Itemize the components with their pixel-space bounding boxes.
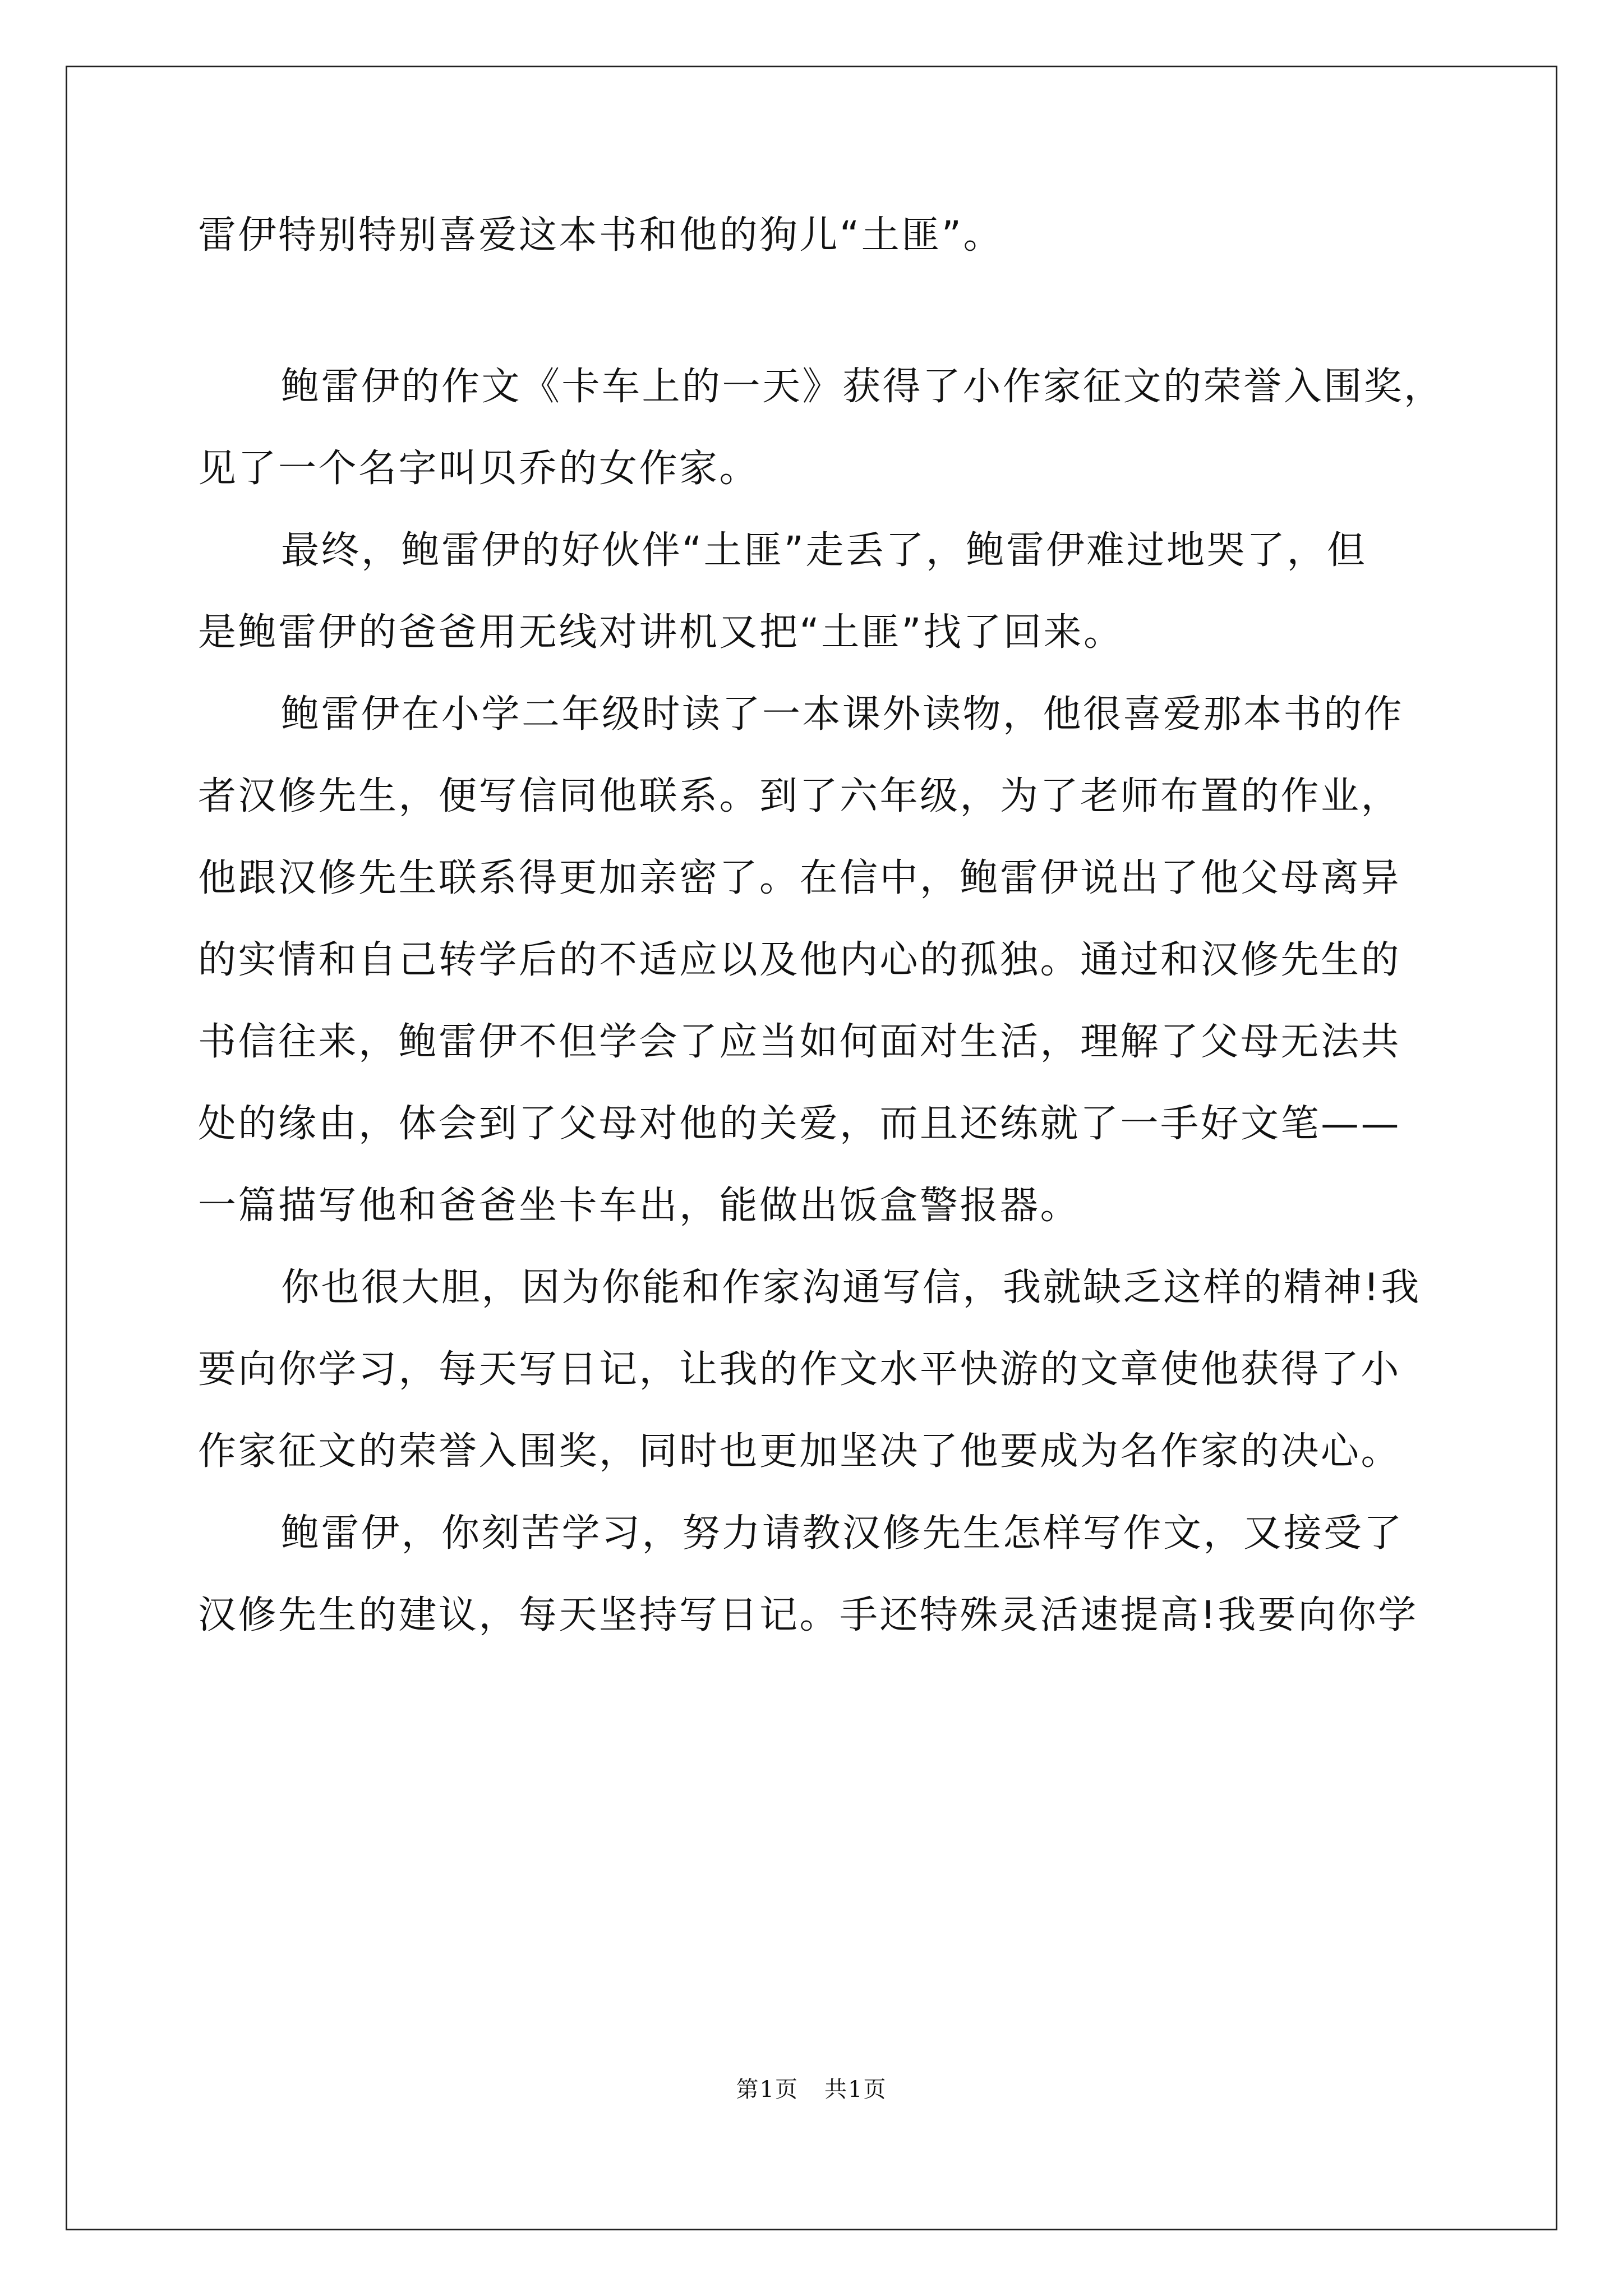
text-line: 的实情和自己转学后的不适应以及他内心的孤独。通过和汉修先生的	[198, 938, 1401, 982]
text-line: 作家征文的荣誉入围奖，同时也更加坚决了他要成为名作家的决心。	[198, 1429, 1401, 1474]
text-line: 他跟汉修先生联系得更加亲密了。在信中，鲍雷伊说出了他父母离异	[198, 856, 1401, 900]
text-line: 汉修先生的建议，每天坚持写日记。手还特殊灵活速提高!我要向你学	[198, 1593, 1418, 1637]
text-line: 是鲍雷伊的爸爸用无线对讲机又把“土匪”找了回来。	[198, 610, 1124, 655]
text-line: 鲍雷伊的作文《卡车上的一天》获得了小作家征文的荣誉入围奖，	[281, 365, 1444, 409]
text-line: 见了一个名字叫贝乔的女作家。	[198, 447, 760, 491]
text-line: 者汉修先生，便写信同他联系。到了六年级，为了老师布置的作业，	[198, 774, 1401, 818]
text-line: 一篇描写他和爸爸坐卡车出，能做出饭盒警报器。	[198, 1184, 1081, 1228]
text-line: 鲍雷伊，你刻苦学习，努力请教汉修先生怎样写作文，又接受了	[281, 1511, 1404, 1556]
page-number-total: 共1页	[824, 2077, 887, 2102]
page-number-current: 第1页	[736, 2077, 799, 2102]
text-line: 要向你学习，每天写日记，让我的作文水平快游的文章使他获得了小	[198, 1347, 1401, 1392]
text-line: 书信往来，鲍雷伊不但学会了应当如何面对生活，理解了父母无法共	[198, 1020, 1401, 1064]
text-line: 雷伊特别特别喜爱这本书和他的狗儿“土匪”。	[198, 213, 1003, 257]
text-line: 你也很大胆，因为你能和作家沟通写信，我就缺乏这样的精神!我	[281, 1266, 1421, 1310]
text-line: 处的缘由，体会到了父母对他的关爱，而且还练就了一手好文笔——	[198, 1102, 1401, 1146]
text-line: 鲍雷伊在小学二年级时读了一本课外读物，他很喜爱那本书的作	[281, 692, 1404, 737]
page-footer	[0, 2076, 1623, 2104]
text-line: 最终，鲍雷伊的好伙伴“土匪”走丢了，鲍雷伊难过地哭了，但	[281, 528, 1367, 573]
